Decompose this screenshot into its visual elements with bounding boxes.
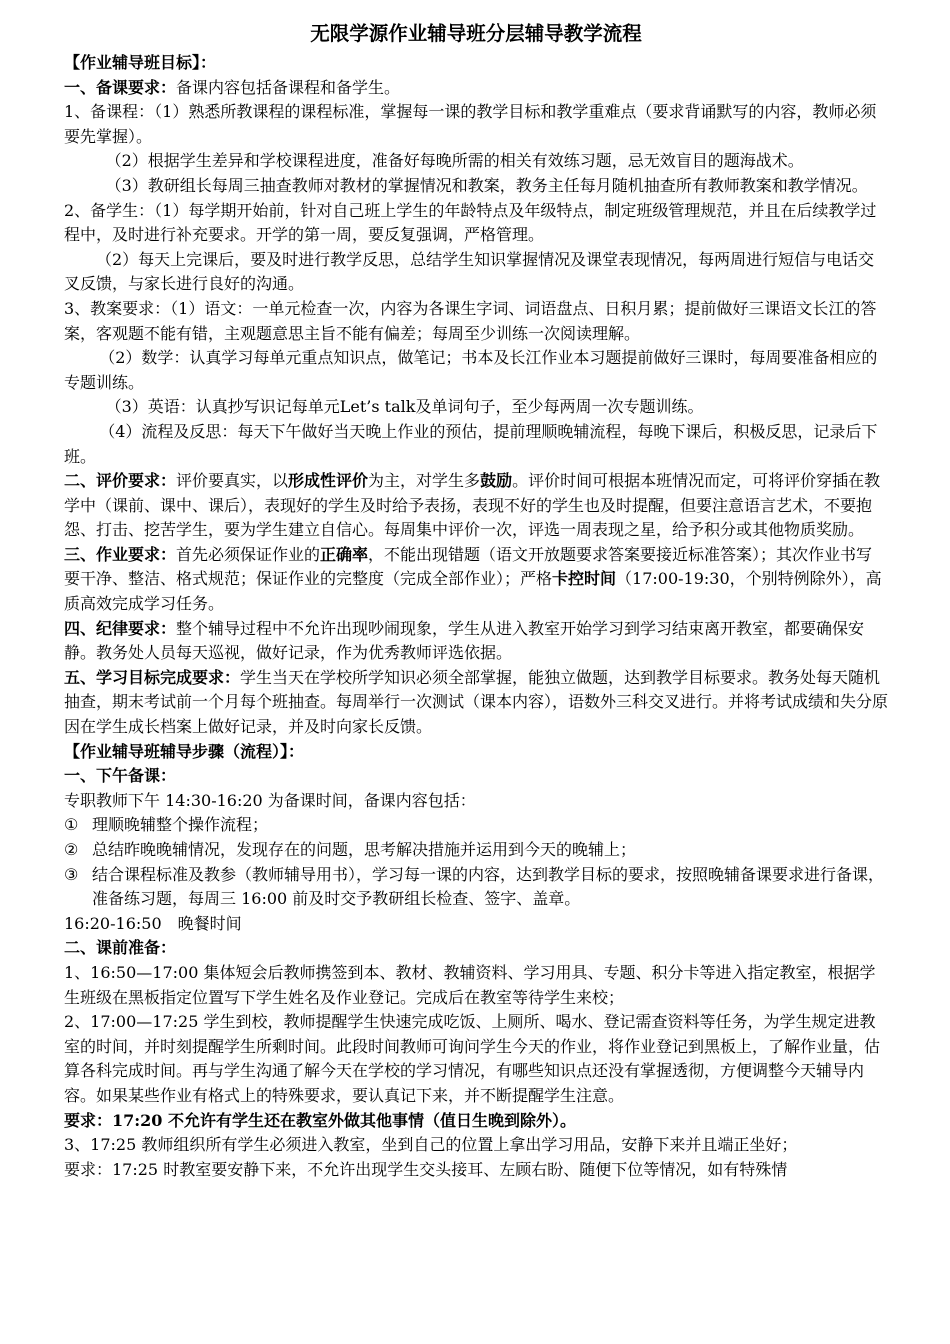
discipline-text: 整个辅导过程中不允许出现吵闹现象，学生从进入教室开始学习到学习结束离开教室，都要确保安静。教务处人员每天巡视，做好记录，作为优秀教师评选依据。: [64, 618, 865, 663]
evaluation-text-a: 评价要真实，以: [176, 471, 289, 491]
prep-students-item-2: （2）每天上完课后，要及时进行教学反思，总结学生知识掌握情况及课堂表现情况，每两周进行短信与电话交叉反馈，与家长进行良好的沟通。: [64, 249, 875, 294]
list-item-text: 理顺晚辅整个操作流程；: [92, 815, 269, 835]
document-title: 无限学源作业辅导班分层辅导教学流程: [310, 22, 642, 45]
list-item-number: ①: [64, 815, 79, 835]
dinner-time: 16:20-16:50 晚餐时间: [64, 913, 242, 933]
evaluation-bold-encourage: 鼓励: [480, 471, 513, 491]
list-item-number: ③: [64, 864, 79, 884]
prep-requirements-heading: 一、备课要求：: [64, 77, 177, 97]
prep-course-item-3: （3）教研组长每周三抽查教师对教材的掌握情况和教案，教务主任每月随机抽查所有教师教案和教学情况。: [105, 175, 868, 195]
requirement-1725: 要求：17:25 时教室要安静下来，不允许出现学生交头接耳、左顾右盼、随便下位等情况，如有特殊情: [64, 1159, 788, 1179]
evaluation-text-e: 。评价时间可根据本班情况而定，可将评价穿插在教学中（课前、课中、课后），表现好的学生及时给予表扬，表现不好的学生也及时提醒，但要注意语言艺术，不要抱怨、打击、挖苦学生，要为学生建立自信心。每周集中评价一次，评选一周表现之星，给予积分或其他物质奖励。: [64, 471, 881, 540]
discipline-heading: 四、纪律要求：: [64, 618, 177, 638]
steps-heading: 【作业辅导班辅导步骤（流程）】：: [64, 741, 305, 761]
pre-class-step-1: 1、16:50—17:00 集体短会后教师携签到本、教材、教辅资料、学习用具、专题、积分卡等进入指定教室，根据学生班级在黑板指定位置写下学生姓名及作业登记。完成后在教室等待学生来校；: [64, 962, 876, 1007]
pre-class-heading: 二、课前准备：: [64, 938, 177, 958]
prep-students-paragraph: 2、备学生：（1）每学期开始前，针对自己班上学生的年龄特点及年级特点，制定班级管理规范，并且在后续教学过程中，及时进行补充要求。开学的第一周，要反复强调，严格管理。: [64, 200, 877, 245]
pre-class-step-2: 2、17:00—17:25 学生到校，教师提醒学生快速完成吃饭、上厕所、喝水、登记需查资料等任务，为学生规定进教室的时间，并时刻提醒学生所剩时间。此段时间教师可询问学生今天的作业，将作业登记到黑板上，了解作业量，估算各科完成时间。再与学生沟通了解今天在学校的学习情况，有哪些知识点还没有掌握透彻，方便调整今天辅导内容。如果某些作业有格式上的特殊要求，要认真记下来，并不断提醒学生注意。: [64, 1012, 881, 1105]
lesson-plan-paragraph: 3、教案要求：（1）语文：一单元检查一次，内容为各课生字词、词语盘点、日积月累；提前做好三课语文长江的答案，客观题不能有错，主观题意思主旨不能有偏差；每周至少训练一次阅读理解。: [64, 298, 877, 343]
homework-text-c: ，不能出现错题（语文开放题要求答案要接近标准答案）；其次作业书写要干净、整洁、格式规范；保证作业的完整度（完成全部作业）；严格: [64, 544, 873, 589]
homework-bold-accuracy: 正确率: [320, 544, 369, 564]
list-item-text: 总结昨晚晚辅情况，发现存在的问题，思考解决措施并运用到今天的晚辅上；: [92, 840, 637, 859]
list-item-number: ②: [64, 840, 79, 859]
evaluation-bold-formative: 形成性评价: [288, 471, 369, 491]
lesson-plan-english: （3）英语：认真抄写识记每单元Let’s talk及单词句子，至少每两周一次专题训练。: [105, 397, 704, 417]
prep-requirements: [64, 76, 888, 101]
afternoon-prep-text: 专职教师下午 14:30-16:20 为备课时间，备课内容包括：: [64, 790, 476, 810]
homework-bold-time: 卡控时间: [552, 569, 617, 589]
homework-text-a: 首先必须保证作业的: [176, 544, 321, 564]
prep-course-paragraph: 1、备课程：（1）熟悉所教课程的课程标准，掌握每一课的教学目标和教学重难点（要求背诵默写的内容，教师必须要先掌握）。: [64, 102, 877, 146]
pre-class-step-3: 3、17:25 教师组织所有学生必须进入教室，坐到自己的位置上拿出学习用品，安静下来并且端正坐好；: [64, 1135, 798, 1155]
homework-text-e: （17:00-19:30，个别特例除外），高质高效完成学习任务。: [64, 569, 882, 614]
afternoon-prep-heading: 一、下午备课：: [64, 766, 177, 786]
list-item: [64, 813, 888, 838]
learning-goal-heading: 五、学习目标完成要求：: [64, 667, 241, 687]
list-item-text: 结合课程标准及教参（教师辅导用书），学习每一课的内容，达到教学目标的要求，按照晚辅备课要求进行备课，准备练习题，每周三 16:00 前及时交予教研组长检查、签字、盖章。: [92, 864, 885, 909]
list-item: [64, 838, 888, 863]
prep-course-item-2: （2）根据学生差异和学校课程进度，准备好每晚所需的相关有效练习题，忌无效盲目的题海战术。: [105, 151, 804, 171]
discipline-requirements: [64, 617, 888, 666]
lesson-plan-math: （2）数学：认真学习每单元重点知识点，做笔记；书本及长江作业本习题提前做好三课时，每周要准备相应的专题训练。: [64, 348, 878, 392]
homework-requirements: [64, 543, 888, 617]
evaluation-text-c: 为主，对学生多: [368, 471, 481, 491]
requirement-1720: 要求：17:20 不允许有学生还在教室外做其他事情（值日生晚到除外）。: [64, 1110, 577, 1130]
learning-goal-text: 学生当天在学校所学知识必须全部掌握，能独立做题，达到教学目标要求。教务处每天随机抽查，期末考试前一个月每个班抽查。每周举行一次测试（课本内容），语数外三科交叉进行。并将考试成绩和失分原因在学生成长档案上做好记录，并及时向家长反馈。: [64, 667, 889, 737]
lesson-plan-reflection: （4）流程及反思：每天下午做好当天晚上作业的预估，提前理顺晚辅流程，每晚下课后，积极反思，记录后下班。: [64, 421, 878, 466]
evaluation-requirements: [64, 469, 888, 543]
learning-goal-requirements: [64, 666, 888, 740]
homework-heading: 三、作业要求：: [64, 544, 177, 564]
evaluation-heading: 二、评价要求：: [64, 471, 177, 491]
prep-requirements-text: 备课内容包括备课程和备学生。: [176, 77, 401, 97]
list-item: [64, 863, 888, 912]
goals-heading: 【作业辅导班目标】：: [64, 53, 217, 72]
